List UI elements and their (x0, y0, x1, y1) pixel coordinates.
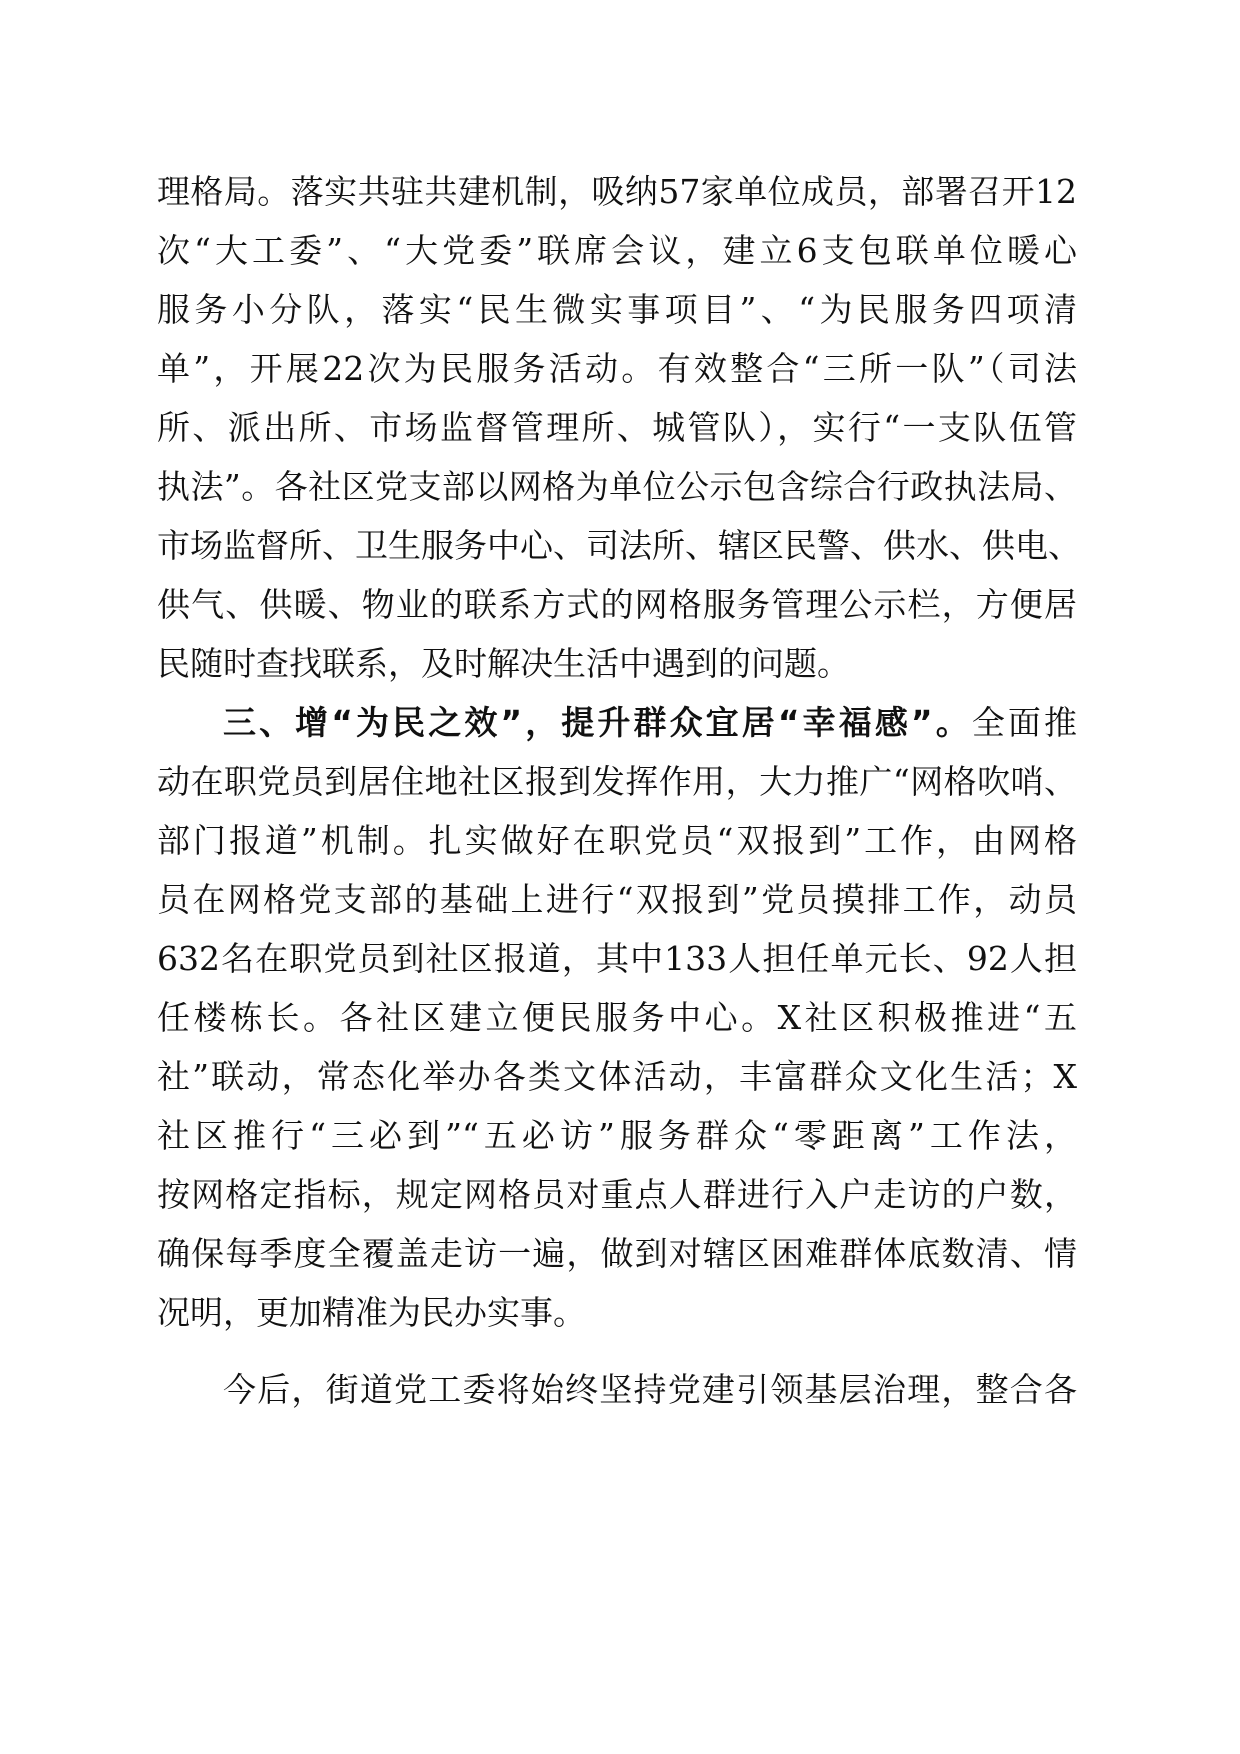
paragraph-1-line-4: 单”，开展22次为民服务活动。有效整合“三所一队”（司法 (157, 349, 1077, 388)
paragraph-1-line-8: 供气、供暖、物业的联系方式的网格服务管理公示栏，方便居 (157, 585, 1077, 624)
paragraph-1-line-7: 市场监督所、卫生服务中心、司法所、辖区民警、供水、供电、 (157, 526, 1081, 565)
paragraph-2-line-7: 社”联动，常态化举办各类文体活动，丰富群众文化生活；X (157, 1057, 1077, 1096)
paragraph-1-line-2: 次“大工委”、“大党委”联席会议，建立6支包联单位暖心 (157, 231, 1077, 270)
paragraph-2-line-5: 632名在职党员到社区报道，其中133人担任单元长、92人担 (157, 939, 1077, 978)
paragraph-1-line-9: 民随时查找联系，及时解决生活中遇到的问题。 (157, 644, 850, 683)
section-heading: 三、增“为民之效”，提升群众宜居“幸福感”。 (223, 703, 972, 742)
paragraph-2-line-8: 社区推行“三必到”“五必访”服务群众“零距离”工作法， (157, 1116, 1077, 1155)
paragraph-1-line-5: 所、派出所、市场监督管理所、城管队），实行“一支队伍管 (157, 408, 1077, 447)
paragraph-2-line-2: 动在职党员到居住地社区报到发挥作用，大力推广“网格吹哨、 (157, 762, 1077, 801)
paragraph-2-line-11: 况明，更加精准为民办实事。 (157, 1293, 586, 1332)
paragraph-1-line-1: 理格局。落实共驻共建机制，吸纳57家单位成员，部署召开12 (157, 172, 1077, 211)
paragraph-2-line-9: 按网格定指标，规定网格员对重点人群进行入户走访的户数， (157, 1175, 1077, 1214)
paragraph-1-line-3: 服务小分队，落实“民生微实事项目”、“为民服务四项清 (157, 290, 1077, 329)
paragraph-1-line-6: 执法”。各社区党支部以网格为单位公示包含综合行政执法局、 (157, 467, 1077, 506)
paragraph-2-line-1 (223, 693, 1077, 753)
paragraph-2-line-3: 部门报道”机制。扎实做好在职党员“双报到”工作，由网格 (157, 821, 1077, 860)
paragraph-2-line-1-rest: 全面推 (971, 703, 1077, 742)
paragraph-2-line-6: 任楼栋长。各社区建立便民服务中心。X社区积极推进“五 (157, 998, 1077, 1037)
paragraph-2-line-4: 员在网格党支部的基础上进行“双报到”党员摸排工作，动员 (157, 880, 1077, 919)
paragraph-3-line-1: 今后，街道党工委将始终坚持党建引领基层治理，整合各 (223, 1370, 1077, 1409)
paragraph-2-line-10: 确保每季度全覆盖走访一遍，做到对辖区困难群体底数清、情 (157, 1234, 1077, 1273)
